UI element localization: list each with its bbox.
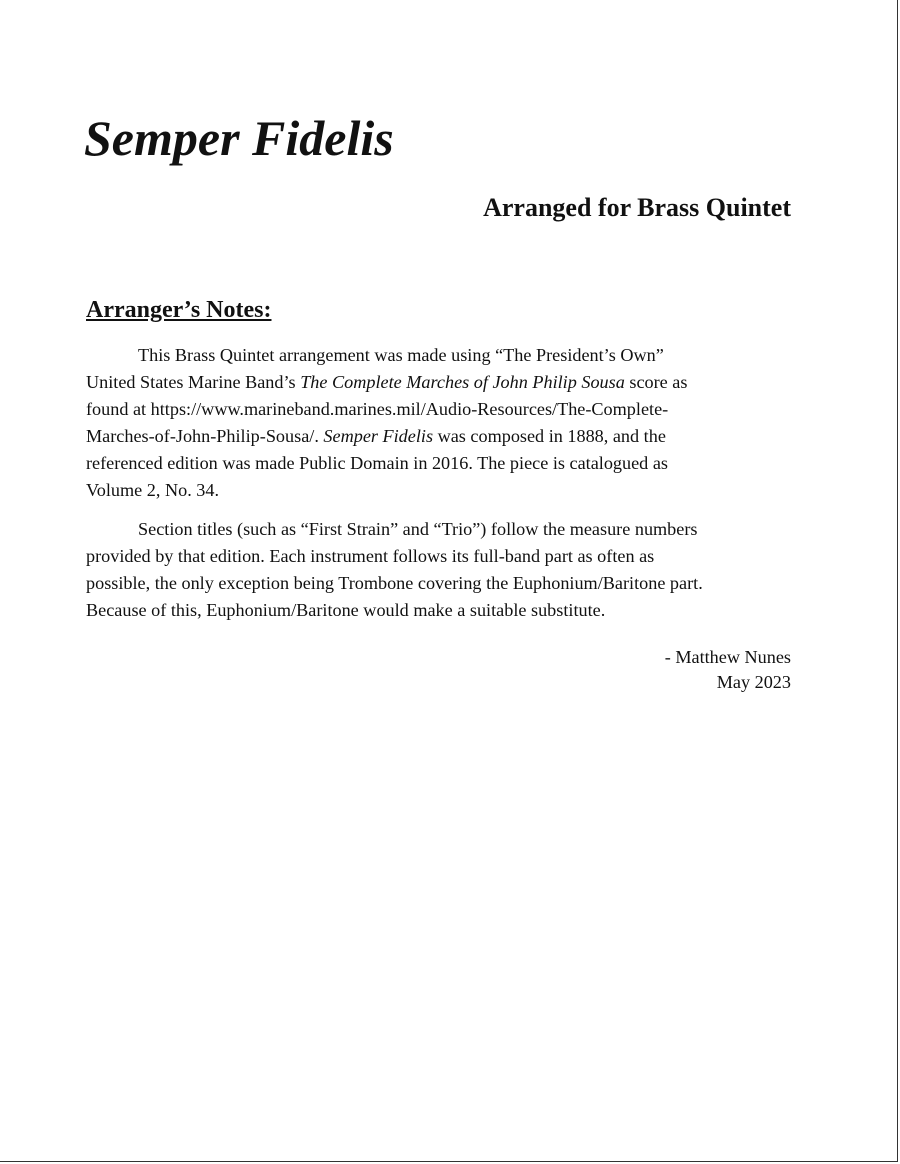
- paragraph-2-line-1: Section titles (such as “First Strain” and “Trio”) follow the measure numbers: [138, 519, 698, 539]
- paragraph-1-line-2-start: United States Marine Band’s: [86, 372, 301, 392]
- paragraph-1-line-4-end: was composed in 1888, and the: [433, 426, 666, 446]
- notes-heading: Arranger’s Notes:: [86, 297, 272, 323]
- paragraph-2-line-4: Because of this, Euphonium/Baritone would make a suitable substitute.: [86, 600, 606, 620]
- paragraph-2-line-2: provided by that edition. Each instrument follows its full-band part as often as: [86, 546, 655, 566]
- document-title: Semper Fidelis: [84, 110, 394, 166]
- paragraph-1-line-5: referenced edition was made Public Domain in 2016. The piece is catalogued as: [86, 453, 668, 473]
- paragraph-1-line-4: [86, 423, 798, 450]
- paragraph-2-line-3: possible, the only exception being Trombone covering the Euphonium/Baritone part.: [86, 573, 703, 593]
- complete-marches-title: The Complete Marches of John Philip Sousa: [300, 372, 625, 392]
- semper-fidelis-italic: Semper Fidelis: [323, 426, 434, 446]
- paragraph-1-line-2-end: score as: [624, 372, 688, 392]
- signature-date: May 2023: [716, 672, 791, 692]
- paragraph-1-line-3: found at https://www.marineband.marines.mil/Audio-Resources/The-Complete-: [86, 399, 669, 419]
- paragraph-1-line-4-start: Marches-of-John-Philip-Sousa/.: [86, 426, 324, 446]
- paragraph-1-line-6: Volume 2, No. 34.: [86, 480, 220, 500]
- paragraph-1-line-1: This Brass Quintet arrangement was made using “The President’s Own”: [138, 345, 664, 365]
- notes-paragraph-2: [86, 516, 798, 624]
- signature-block: [665, 645, 791, 695]
- notes-body: [86, 342, 798, 636]
- document-subtitle: Arranged for Brass Quintet: [483, 193, 791, 222]
- signature-author: - Matthew Nunes: [664, 647, 791, 667]
- paragraph-1-line-2: [86, 369, 798, 396]
- notes-paragraph-1: [86, 342, 798, 504]
